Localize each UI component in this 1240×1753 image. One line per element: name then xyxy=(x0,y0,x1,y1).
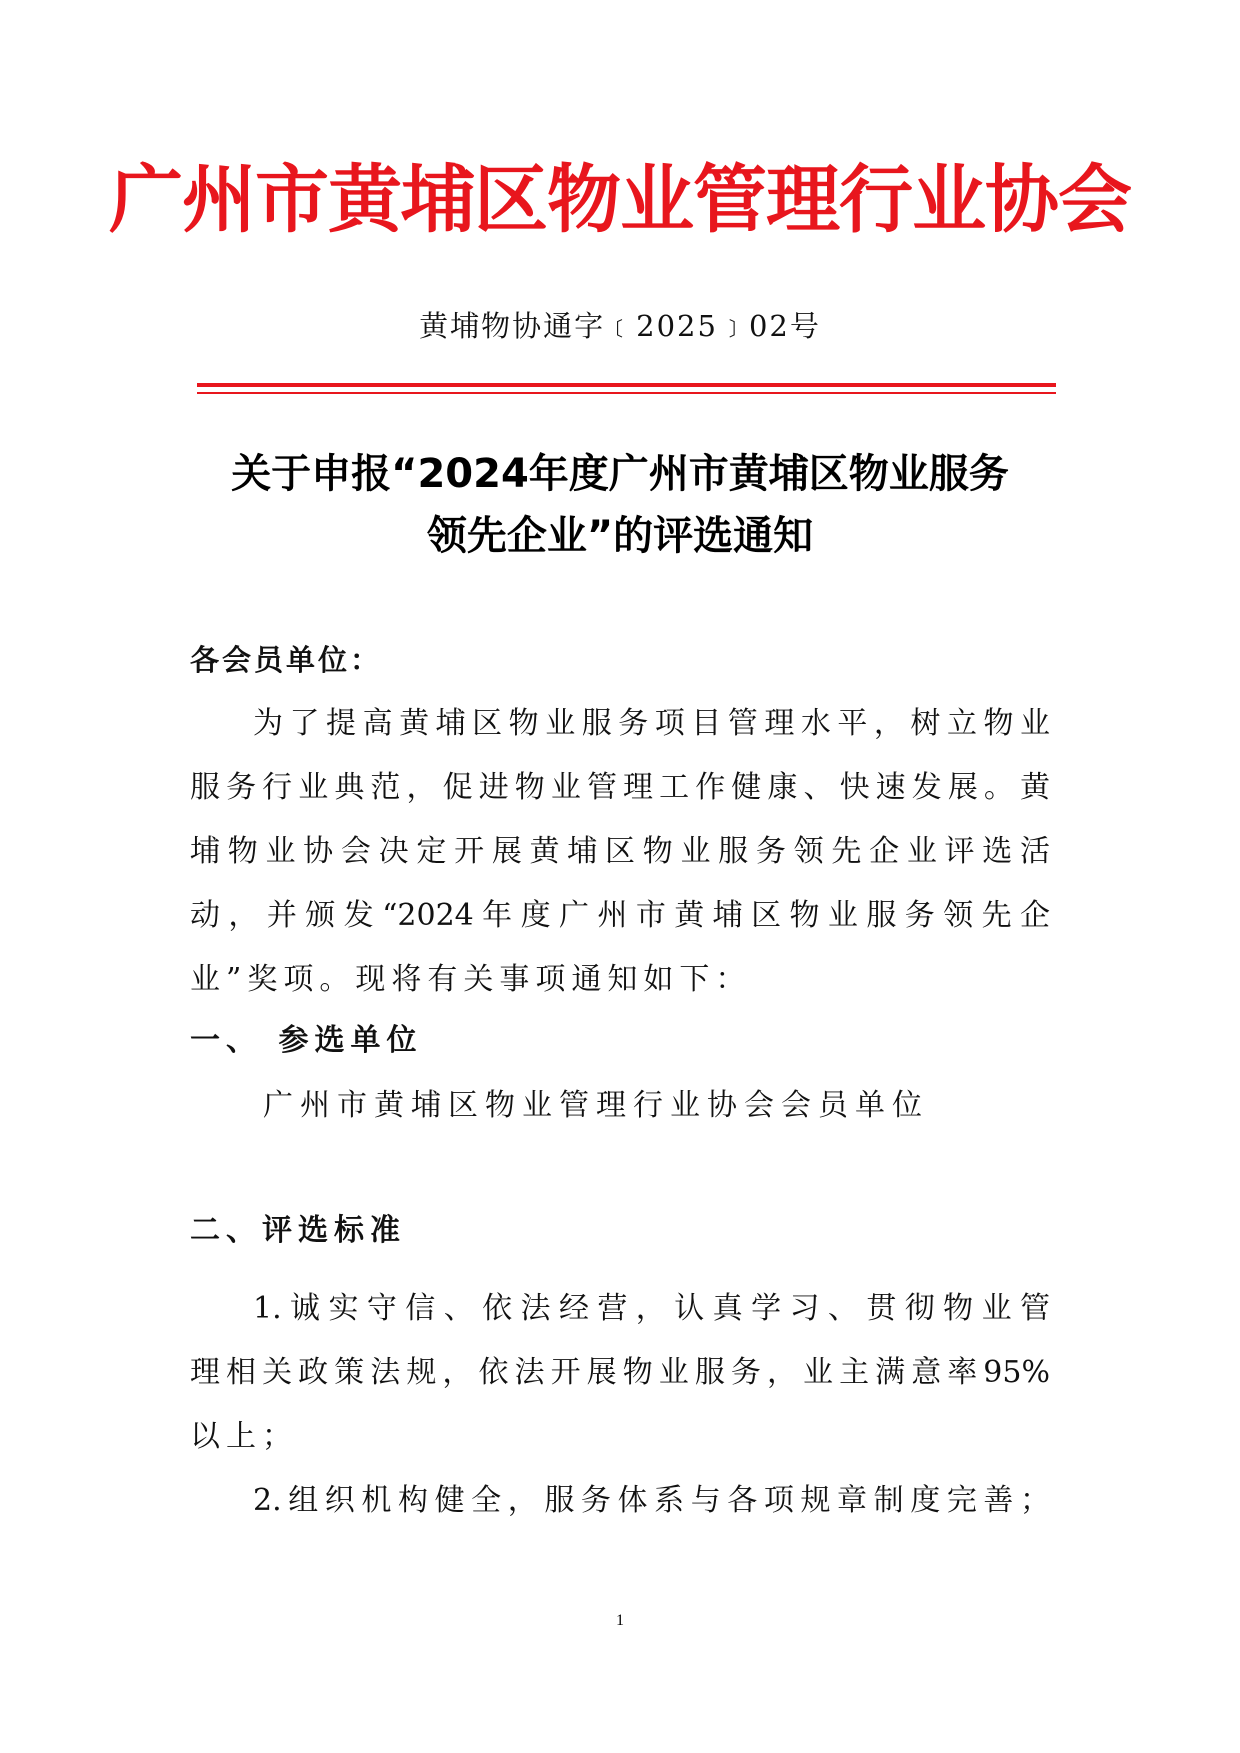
intro-line-2: 服务行业典范，促进物业管理工作健康、快速发展。黄 xyxy=(190,770,1050,805)
criteria-2-line-1: 2.组织机构健全，服务体系与各项规章制度完善； xyxy=(253,1483,1050,1518)
red-divider-thin xyxy=(197,392,1056,394)
notice-title-line-2: 领先企业”的评选通知 xyxy=(426,513,814,559)
document-number: 黄埔物协通字﹝2025﹞02号 xyxy=(419,309,821,343)
intro-line-5: 业”奖项。现将有关事项通知如下： xyxy=(190,962,752,997)
organization-title: 广州市黄埔区物业管理行业协会 xyxy=(109,157,1131,243)
criteria-1-line-3: 以上； xyxy=(190,1419,298,1454)
intro-line-1: 为了提高黄埔区物业服务项目管理水平，树立物业 xyxy=(253,706,1050,741)
section-1-heading: 一、 参选单位 xyxy=(190,1023,423,1058)
notice-title-line-1: 关于申报“2024年度广州市黄埔区物业服务 xyxy=(231,451,1009,497)
page-number: 1 xyxy=(616,1612,624,1629)
salutation: 各会员单位： xyxy=(190,643,383,677)
red-divider-thick xyxy=(197,383,1056,387)
criteria-1-line-1: 1.诚实守信、依法经营，认真学习、贯彻物业管 xyxy=(253,1291,1050,1326)
section-2-heading: 二、评选标准 xyxy=(190,1213,406,1248)
intro-line-3: 埔物业协会决定开展黄埔区物业服务领先企业评选活 xyxy=(190,834,1050,869)
intro-line-4: 动，并颁发“2024年度广州市黄埔区物业服务领先企 xyxy=(190,898,1050,933)
criteria-1-line-2: 理相关政策法规，依法开展物业服务，业主满意率95% xyxy=(190,1355,1050,1390)
section-1-content: 广州市黄埔区物业管理行业协会会员单位 xyxy=(263,1088,929,1123)
